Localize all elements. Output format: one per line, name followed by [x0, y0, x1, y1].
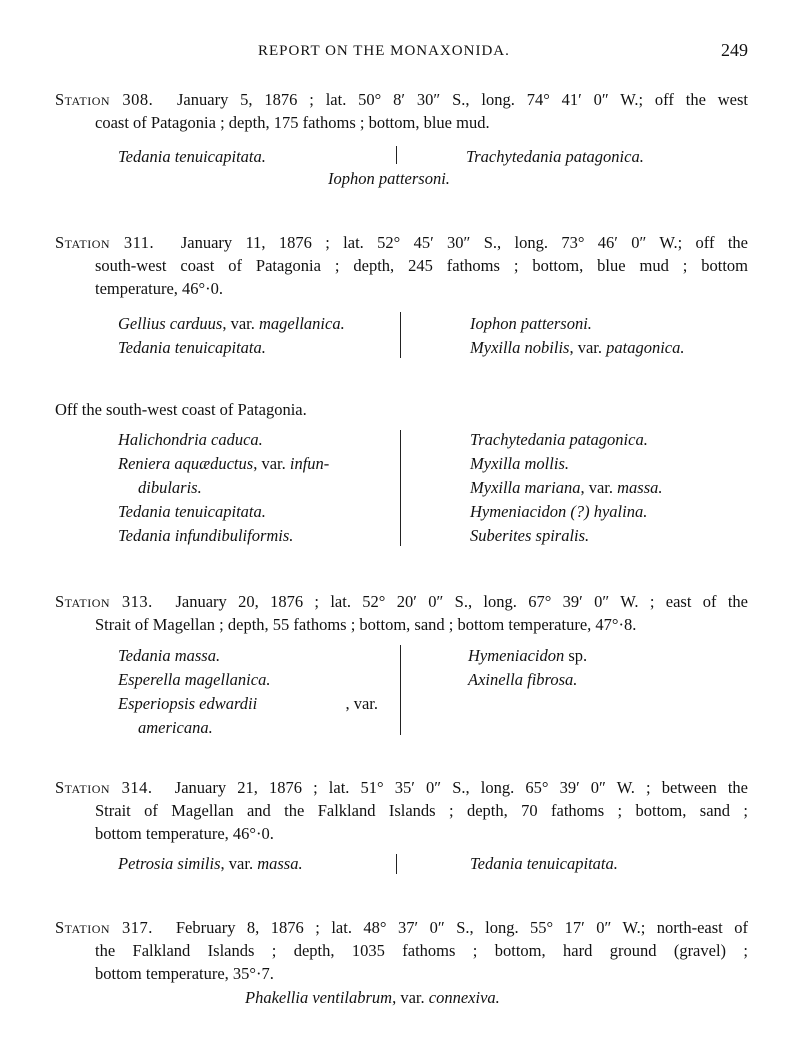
station-314-right-species: Tedania tenuicapitata.: [470, 854, 618, 873]
species-entry: Myxilla nobilis, var. patagonica.: [470, 338, 685, 357]
species-entry: Hymeniacidon (?) hyalina.: [470, 502, 648, 521]
station-317-line-3: bottom temperature, 35°·7.: [95, 964, 274, 983]
off-sw-heading: Off the south-west coast of Patagonia.: [55, 400, 307, 419]
species-entry: Trachytedania patagonica.: [470, 430, 648, 449]
station-313-label: Station 313.: [55, 592, 153, 611]
station-311-line-3: temperature, 46°·0.: [95, 279, 224, 298]
running-head: REPORT ON THE MONAXONIDA.: [258, 43, 510, 59]
column-divider: [400, 312, 401, 358]
species-entry: Halichondria caduca.: [118, 430, 263, 449]
station-314-line-1: January 21, 1876 ; lat. 51° 35′ 0″ S., long. 65° 39′ 0″ W. ; between the: [174, 778, 749, 797]
species-entry: Esperiopsis edwardii , var.: [118, 694, 378, 713]
station-313-left-list: [118, 644, 378, 740]
station-308-label: Station 308.: [55, 90, 154, 109]
station-317-line-1: February 8, 1876 ; lat. 48° 37′ 0″ S., long. 55° 17′ 0″ W.; north-east of: [175, 918, 748, 937]
station-313-right-list: [468, 644, 587, 692]
species-entry: americana.: [138, 718, 213, 737]
station-311-right-list: [470, 312, 685, 360]
species-entry: Tedania tenuicapitata.: [118, 502, 266, 521]
species-entry: Myxilla mollis.: [470, 454, 569, 473]
station-311-left-list: [118, 312, 345, 360]
station-314-paragraph: [55, 776, 748, 845]
column-divider: [396, 854, 397, 874]
station-308-line-1: January 5, 1876 ; lat. 50° 8′ 30″ S., long. 74° 41′ 0″ W.; off the west: [177, 90, 748, 109]
species-entry: Tedania infundibuliformis.: [118, 526, 294, 545]
station-311-paragraph: [55, 231, 748, 300]
station-313-line-2: Strait of Magellan ; depth, 55 fathoms ; bottom, sand ; bottom temperature, 47°·8.: [95, 615, 637, 634]
station-313-line-1: January 20, 1876 ; lat. 52° 20′ 0″ S., long. 67° 39′ 0″ W. ; east of the: [175, 592, 748, 611]
species-entry: dibularis.: [138, 478, 202, 497]
species-entry: Suberites spiralis.: [470, 526, 590, 545]
species-entry: Esperella magellanica.: [118, 670, 271, 689]
page-header: [0, 40, 800, 65]
station-308-paragraph: [55, 88, 748, 134]
station-314-label: Station 314.: [55, 778, 153, 797]
off-sw-left-list: [118, 428, 329, 548]
species-entry: Tedania massa.: [118, 646, 221, 665]
station-311-label: Station 311.: [55, 233, 155, 252]
station-314-line-3: bottom temperature, 46°·0.: [95, 824, 274, 843]
species-entry: Iophon pattersoni.: [470, 314, 592, 333]
station-317-label: Station 317.: [55, 918, 153, 937]
station-317-line-2: the Falkland Islands ; depth, 1035 fathoms ; bottom, hard ground (gravel) ;: [95, 941, 748, 960]
page-number: 249: [721, 40, 748, 60]
species-entry: Axinella fibrosa.: [468, 670, 578, 689]
column-divider: [400, 430, 401, 546]
species-entry: Gellius carduus, var. magellanica.: [118, 314, 345, 333]
station-308-center-species: Iophon pattersoni.: [328, 169, 450, 188]
station-314-left-species: Petrosia similis, var. massa.: [118, 854, 303, 873]
station-317-paragraph: [55, 916, 748, 985]
species-entry: Tedania tenuicapitata.: [118, 338, 266, 357]
station-311-line-1: January 11, 1876 ; lat. 52° 45′ 30″ S., long. 73° 46′ 0″ W.; off the: [180, 233, 748, 252]
station-313-paragraph: [55, 590, 748, 636]
station-317-center-species: Phakellia ventilabrum, var. connexiva.: [245, 988, 500, 1007]
station-308-left-species: Tedania tenuicapitata.: [118, 147, 266, 166]
species-entry: Myxilla mariana, var. massa.: [470, 478, 663, 497]
station-314-line-2: Strait of Magellan and the Falkland Islands ; depth, 70 fathoms ; bottom, sand ;: [95, 801, 748, 820]
station-311-line-2: south-west coast of Patagonia ; depth, 245 fathoms ; bottom, blue mud ; bottom: [95, 256, 748, 275]
off-sw-right-list: [470, 428, 663, 548]
column-divider: [400, 645, 401, 735]
species-entry: Reniera aquæductus, var. infun-: [118, 454, 330, 473]
station-308-right-species: Trachytedania patagonica.: [466, 147, 644, 166]
species-entry: Hymeniacidon sp.: [468, 646, 588, 665]
station-308-line-2: coast of Patagonia ; depth, 175 fathoms ; bottom, blue mud.: [95, 113, 490, 132]
column-divider: [396, 146, 397, 164]
